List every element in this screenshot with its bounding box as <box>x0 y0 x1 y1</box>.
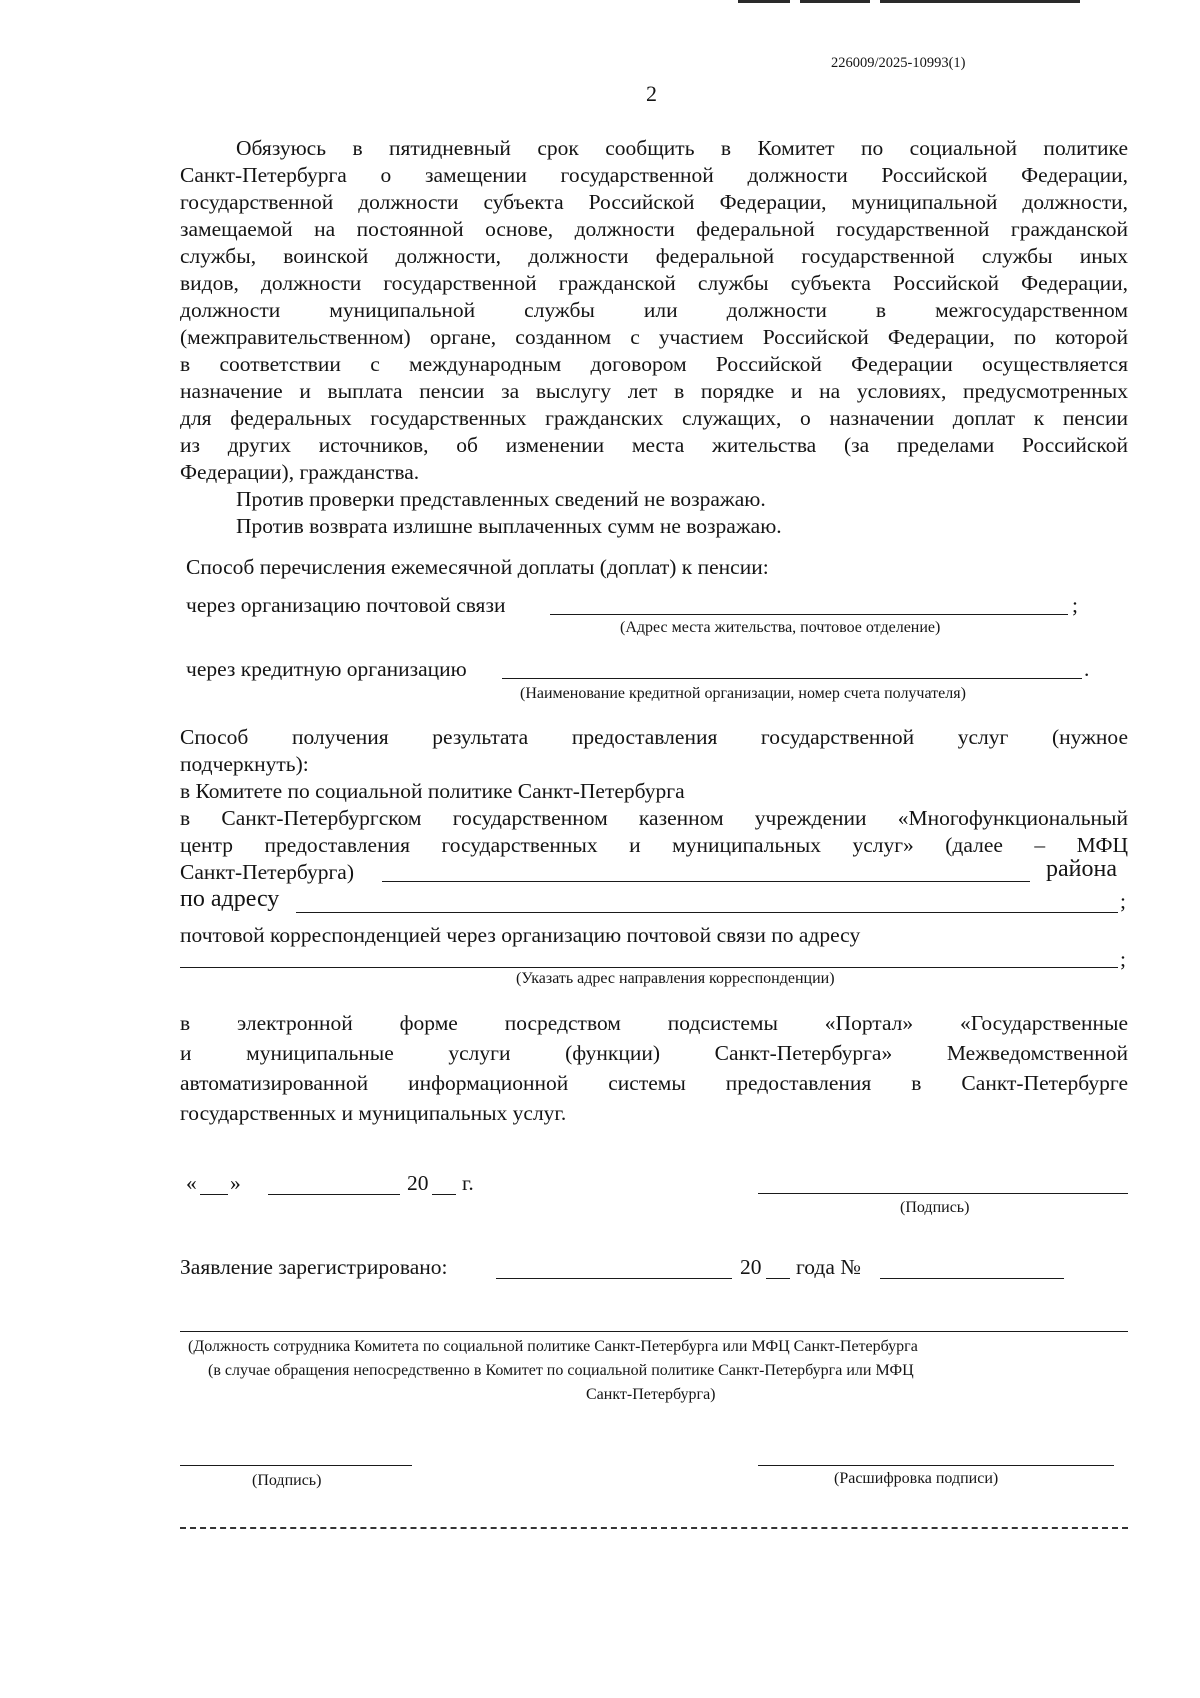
result-method-title-cont: подчеркнуть): <box>180 752 309 776</box>
top-edge-mark-2 <box>800 0 870 3</box>
mail-line-end: ; <box>1120 947 1126 971</box>
option-electronic-cont2: автоматизированной информационной системы предоставления в Санкт-Петербурге <box>180 1071 1128 1095</box>
option-committee[interactable]: в Комитете по социальной политике Санкт-Петербурга <box>180 779 685 803</box>
option-mfc-cont: центр предоставления государственных и муниципальных услуг» (далее – МФЦ <box>180 833 1128 857</box>
top-edge-mark-3 <box>880 0 1080 3</box>
option-mfc-cont2: Санкт-Петербурга) <box>180 860 355 884</box>
registration-year-word: года № <box>796 1255 861 1279</box>
no-objection-check: Против проверки представленных сведений не возражаю. <box>236 487 766 511</box>
paragraph-line: замещаемой на постоянной основе, должности федеральной государственной гражданской <box>180 217 1128 241</box>
paragraph-line: службы, воинской должности, должности федеральной государственной службы иных <box>180 244 1128 268</box>
address-line[interactable] <box>296 912 1118 913</box>
option-electronic-cont: и муниципальные услуги (функции) Санкт-Петербурга» Межведомственной <box>180 1041 1128 1065</box>
employee-signature-caption: (Подпись) <box>252 1472 322 1489</box>
credit-organization-line[interactable] <box>502 678 1082 679</box>
employee-position-line[interactable] <box>180 1331 1128 1332</box>
registration-number-line[interactable] <box>880 1278 1064 1279</box>
employee-signature-line[interactable] <box>180 1465 412 1466</box>
address-line-end: ; <box>1120 889 1126 913</box>
cut-line-divider <box>180 1527 1128 1529</box>
date-year-line[interactable] <box>432 1194 456 1195</box>
date-year-suffix: г. <box>462 1171 474 1195</box>
mail-address-line[interactable] <box>180 967 1118 968</box>
paragraph-line: Федерации), гражданства. <box>180 460 420 484</box>
paragraph-line: видов, должности государственной гражданской службы субъекта Российской Федерации, <box>180 271 1128 295</box>
employee-position-caption: (Должность сотрудника Комитета по социальной политике Санкт-Петербурга или МФЦ Санкт-Петербурга <box>188 1338 918 1355</box>
applicant-signature-caption: (Подпись) <box>900 1199 970 1216</box>
employee-position-caption-cont: (в случае обращения непосредственно в Комитет по социальной политике Санкт-Петербурга или МФЦ <box>208 1362 914 1379</box>
registration-date-line[interactable] <box>496 1278 732 1279</box>
document-number: 226009/2025-10993(1) <box>831 55 966 71</box>
paragraph-line: Обязуюсь в пятидневный срок сообщить в Комитет по социальной политике <box>236 136 1128 160</box>
option-mfc[interactable]: в Санкт-Петербургском государственном казенном учреждении «Многофункциональный <box>180 806 1128 830</box>
paragraph-line: государственной должности субъекта Российской Федерации, муниципальной должности, <box>180 190 1128 214</box>
postal-address-line[interactable] <box>550 614 1068 615</box>
credit-caption: (Наименование кредитной организации, номер счета получателя) <box>520 685 966 702</box>
postal-label: через организацию почтовой связи <box>186 593 506 617</box>
signature-decode-caption: (Расшифровка подписи) <box>834 1470 999 1487</box>
date-year-prefix: 20 <box>407 1171 429 1195</box>
mfc-district-word: района <box>1046 856 1117 882</box>
paragraph-line: назначение и выплата пенсии за выслугу лет в порядке и на условиях, предусмотренных <box>180 379 1128 403</box>
mail-caption: (Указать адрес направления корреспонденции) <box>516 970 835 987</box>
top-edge-mark-1 <box>738 0 790 3</box>
registration-label: Заявление зарегистрировано: <box>180 1255 448 1279</box>
paragraph-line: (межправительственном) органе, созданном с участием Российской Федерации, по которой <box>180 325 1128 349</box>
paragraph-line: из других источников, об изменении места жительства (за пределами Российской <box>180 433 1128 457</box>
postal-line-end: ; <box>1072 593 1078 617</box>
option-electronic-last: государственных и муниципальных услуг. <box>180 1101 567 1125</box>
registration-year-prefix: 20 <box>740 1255 762 1279</box>
payment-method-title: Способ перечисления ежемесячной доплаты (доплат) к пенсии: <box>186 555 769 579</box>
date-day-line[interactable] <box>200 1194 228 1195</box>
employee-position-caption-cont2: Санкт-Петербурга) <box>586 1386 716 1403</box>
paragraph-line: Санкт-Петербурга о замещении государственной должности Российской Федерации, <box>180 163 1128 187</box>
page-number: 2 <box>646 81 657 106</box>
address-label: по адресу <box>180 886 280 912</box>
mfc-district-line[interactable] <box>382 881 1030 882</box>
applicant-signature-line[interactable] <box>758 1193 1128 1194</box>
option-mail[interactable]: почтовой корреспонденцией через организацию почтовой связи по адресу <box>180 923 861 947</box>
date-close-quote: » <box>230 1171 241 1195</box>
postal-caption: (Адрес места жительства, почтовое отделение) <box>620 619 941 636</box>
no-objection-return: Против возврата излишне выплаченных сумм не возражаю. <box>236 514 782 538</box>
option-electronic[interactable]: в электронной форме посредством подсистемы «Портал» «Государственные <box>180 1011 1128 1035</box>
paragraph-line: должности муниципальной службы или должности в межгосударственном <box>180 298 1128 322</box>
signature-decode-line[interactable] <box>758 1465 1114 1466</box>
registration-year-line[interactable] <box>766 1278 790 1279</box>
paragraph-line: в соответствии с международным договором Российской Федерации осуществляется <box>180 352 1128 376</box>
paragraph-line: для федеральных государственных гражданских служащих, о назначении доплат к пенсии <box>180 406 1128 430</box>
credit-line-end: . <box>1084 657 1090 681</box>
date-month-line[interactable] <box>268 1194 400 1195</box>
date-open-quote: « <box>186 1171 197 1195</box>
result-method-title: Способ получения результата предоставления государственной услуг (нужное <box>180 725 1128 749</box>
credit-label: через кредитную организацию <box>186 657 467 681</box>
